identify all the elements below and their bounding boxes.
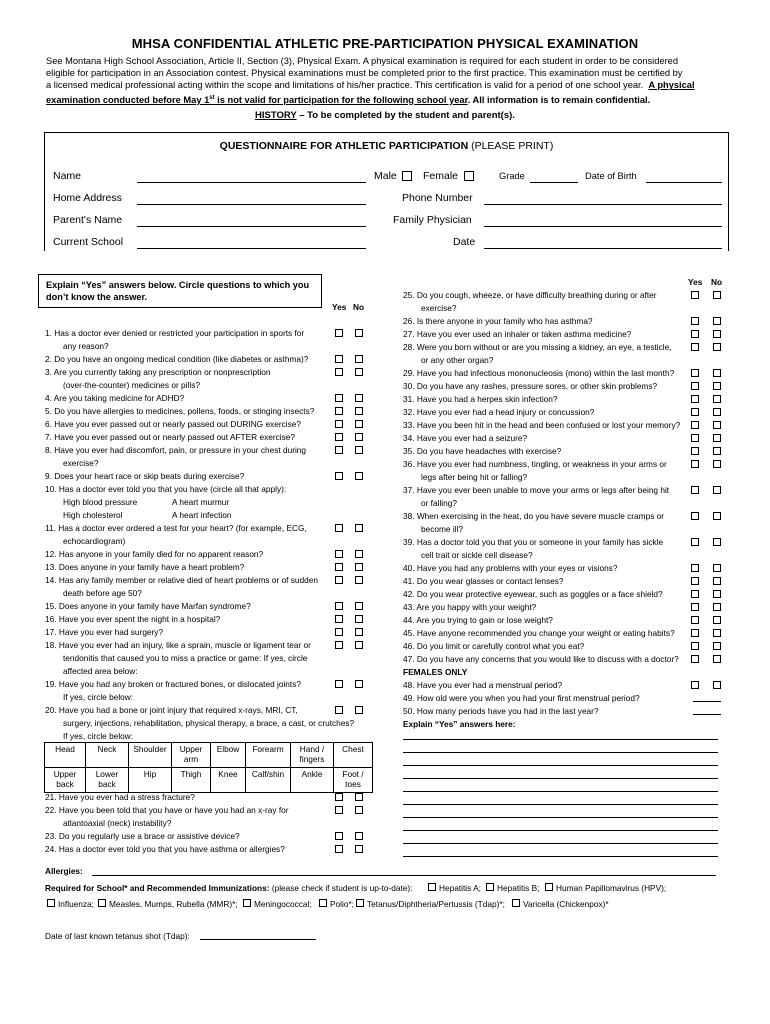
left-q11-yes-checkbox[interactable] — [335, 472, 343, 480]
intro-bold-2a: examination conducted before May 1 — [46, 94, 210, 105]
right-q25-yes-checkbox[interactable] — [691, 616, 699, 624]
intro-sup: st — [209, 94, 215, 101]
grade-label: Grade — [499, 171, 525, 181]
intro-bold-1: A physical — [648, 80, 695, 91]
history-label: HISTORY — [255, 110, 297, 121]
right-q2-no-checkbox[interactable] — [713, 317, 721, 325]
intro-line-3: a licensed medical professional acting within the scope and limitations of his/her practice. This certification is valid for a period of one school year. — [46, 80, 644, 91]
phone-field[interactable] — [484, 204, 722, 205]
body-cell[interactable]: Thigh — [172, 768, 211, 793]
right-q10-no-checkbox[interactable] — [713, 421, 721, 429]
right-q2-yes-checkbox[interactable] — [691, 317, 699, 325]
left-no-header: No — [353, 302, 365, 312]
left2-q0-yes-checkbox[interactable] — [335, 793, 343, 801]
intro-paragraph — [46, 55, 728, 106]
right-q10-yes-checkbox[interactable] — [691, 421, 699, 429]
explain-line[interactable] — [403, 765, 718, 766]
question-text: surgery, injections, rehabilitation, physical therapy, a brace, a cast, or crutches? — [63, 718, 355, 728]
question-text: 48. Have you ever had a menstrual period? — [403, 680, 563, 690]
body-cell[interactable]: Hand / fingers — [291, 743, 334, 768]
left-q11-no-checkbox[interactable] — [355, 472, 363, 480]
tdap-label: Tetanus/Diphtheria/Pertussis (Tdap)*; — [367, 899, 505, 909]
question-text: 28. Were you born without or are you missing a kidney, an eye, a testicle, — [403, 342, 672, 352]
question-text: legs after being hit or falling? — [421, 472, 528, 482]
explain-line[interactable] — [403, 791, 718, 792]
varicella-label: Varicella (Chickenpox)* — [523, 899, 609, 909]
female-checkbox[interactable] — [464, 171, 474, 181]
grade-field[interactable] — [530, 182, 578, 183]
question-text: 14. Has any family member or relative died of heart problems or of sudden — [45, 575, 319, 585]
question-text: any reason? — [63, 341, 109, 351]
left2-q3-no-checkbox[interactable] — [355, 832, 363, 840]
left2-q1-yes-checkbox[interactable] — [335, 806, 343, 814]
left-q23-no-checkbox[interactable] — [355, 628, 363, 636]
body-area-table — [44, 742, 373, 793]
question-text: 16. Have you ever spent the night in a hospital? — [45, 614, 221, 624]
right-q3-no-checkbox[interactable] — [713, 330, 721, 338]
question-text: If yes, circle below: — [63, 731, 134, 741]
hep-b-label: Hepatitis B; — [497, 883, 540, 893]
question-text: 46. Do you limit or carefully control what you eat? — [403, 641, 585, 651]
right-q17-no-checkbox[interactable] — [713, 512, 721, 520]
history-rest: – To be completed by the student and parent(s). — [296, 110, 515, 121]
right-q21-yes-checkbox[interactable] — [691, 564, 699, 572]
question-text: echocardiogram) — [63, 536, 126, 546]
right-q21-no-checkbox[interactable] — [713, 564, 721, 572]
question-text: tendonitis that caused you to miss a practice or game: If yes, circle — [63, 653, 308, 663]
immun-note: (please check if student is up-to-date): — [269, 883, 413, 893]
q10-option: A heart murmur — [172, 497, 230, 507]
q10-option: A heart infection — [172, 510, 232, 520]
meningococcal-checkbox[interactable] — [243, 899, 251, 907]
left-q5-no-checkbox[interactable] — [355, 394, 363, 402]
right-q23-yes-checkbox[interactable] — [691, 590, 699, 598]
right-q13-yes-checkbox[interactable] — [691, 460, 699, 468]
left-q24-yes-checkbox[interactable] — [335, 641, 343, 649]
meningococcal-label: Meningococcal; — [254, 899, 312, 909]
left-q9-no-checkbox[interactable] — [355, 446, 363, 454]
mmr-label: Measles, Mumps, Rubella (MMR)*; — [109, 899, 238, 909]
section-heading: Explain “Yes” answers here: — [403, 719, 516, 729]
left-q9-yes-checkbox[interactable] — [335, 446, 343, 454]
hep-a-label: Hepatitis A; — [439, 883, 481, 893]
right-q9-no-checkbox[interactable] — [713, 408, 721, 416]
right-q25-no-checkbox[interactable] — [713, 616, 721, 624]
right-q8-yes-checkbox[interactable] — [691, 395, 699, 403]
question-text: 13. Does anyone in your family have a heart problem? — [45, 562, 245, 572]
explain-line[interactable] — [403, 739, 718, 740]
question-text: 21. Have you ever had a stress fracture? — [45, 792, 195, 802]
left-q24-no-checkbox[interactable] — [355, 641, 363, 649]
left-q7-yes-checkbox[interactable] — [335, 420, 343, 428]
left-q19-yes-checkbox[interactable] — [335, 576, 343, 584]
question-text: become ill? — [421, 524, 463, 534]
explain-line[interactable] — [403, 778, 718, 779]
immun-label: Required for School* and Recommended Immunizations: — [45, 883, 270, 893]
right-q26-no-checkbox[interactable] — [713, 629, 721, 637]
left-q6-no-checkbox[interactable] — [355, 407, 363, 415]
tetanus-date-field[interactable] — [200, 939, 316, 940]
right-q26-yes-checkbox[interactable] — [691, 629, 699, 637]
questionnaire-title — [45, 140, 728, 152]
body-cell[interactable]: Upper back — [45, 768, 86, 793]
left-q21-no-checkbox[interactable] — [355, 602, 363, 610]
question-text: death before age 50? — [63, 588, 142, 598]
right-q23-no-checkbox[interactable] — [713, 590, 721, 598]
body-cell[interactable]: Knee — [211, 768, 246, 793]
right-q12-no-checkbox[interactable] — [713, 447, 721, 455]
question-text: 34. Have you ever had a seizure? — [403, 433, 528, 443]
question-text: 38. When exercising in the heat, do you have severe muscle cramps or — [403, 511, 665, 521]
varicella-checkbox[interactable] — [512, 899, 520, 907]
left-q17-no-checkbox[interactable] — [355, 550, 363, 558]
questionnaire-box — [44, 132, 729, 251]
question-text: 37. Have you ever been unable to move your arms or legs after being hit — [403, 485, 670, 495]
question-text: 17. Have you ever had surgery? — [45, 627, 164, 637]
body-cell[interactable]: Ankle — [291, 768, 334, 793]
question-text: 12. Has anyone in your family died for no apparent reason? — [45, 549, 264, 559]
question-text: 19. Have you had any broken or fractured bones, or dislocated joints? — [45, 679, 301, 689]
right-q27-no-checkbox[interactable] — [713, 642, 721, 650]
question-text: 50. How many periods have you had in the last year? — [403, 706, 599, 716]
phone-label: Phone Number — [402, 192, 473, 204]
question-text: 2. Do you have an ongoing medical condition (like diabetes or asthma)? — [45, 354, 309, 364]
question-text: 27. Have you ever used an inhaler or taken asthma medicine? — [403, 329, 632, 339]
allergies-label: Allergies: — [45, 866, 83, 876]
question-text: 47. Do you have any concerns that you would like to discuss with a doctor? — [403, 654, 679, 664]
right-q9-yes-checkbox[interactable] — [691, 408, 699, 416]
question-text: atlantoaxial (neck) instability? — [63, 818, 172, 828]
right-q4-no-checkbox[interactable] — [713, 343, 721, 351]
body-cell[interactable]: Shoulder — [129, 743, 172, 768]
physician-label: Family Physician — [393, 214, 472, 226]
explain-instructions-box: Explain “Yes” answers below. Circle questions to which you don’t know the answer. — [38, 274, 322, 308]
left-q22-yes-checkbox[interactable] — [335, 615, 343, 623]
question-text: 15. Does anyone in your family have Marfan syndrome? — [45, 601, 251, 611]
explain-line[interactable] — [403, 804, 718, 805]
question-text: (over-the-counter) medicines or pills? — [63, 380, 200, 390]
left-q2-yes-checkbox[interactable] — [335, 355, 343, 363]
hpv-label: Human Papillomavirus (HPV); — [556, 883, 667, 893]
question-text: 39. Has a doctor told you that you or someone in your family has sickle — [403, 537, 664, 547]
right-q24-no-checkbox[interactable] — [713, 603, 721, 611]
question-text: 3. Are you currently taking any prescription or nonprescription — [45, 367, 271, 377]
body-cell[interactable]: Hip — [129, 768, 172, 793]
hpv-checkbox[interactable] — [545, 883, 553, 891]
body-cell[interactable]: Chest — [334, 743, 373, 768]
dob-field[interactable] — [646, 182, 722, 183]
question-text: 1. Has a doctor ever denied or restricted your participation in sports for — [45, 328, 305, 338]
left-q18-yes-checkbox[interactable] — [335, 563, 343, 571]
page-title: MHSA CONFIDENTIAL ATHLETIC PRE-PARTICIPATION PHYSICAL EXAMINATION — [131, 36, 639, 51]
intro-bold-2c: . All information is to remain confidential. — [467, 94, 651, 105]
left-q5-yes-checkbox[interactable] — [335, 394, 343, 402]
question-text: 30. Do you have any rashes, pressure sores, or other skin problems? — [403, 381, 658, 391]
left-q29-no-checkbox[interactable] — [355, 706, 363, 714]
left-q19-no-checkbox[interactable] — [355, 576, 363, 584]
left-q7-no-checkbox[interactable] — [355, 420, 363, 428]
left-q15-no-checkbox[interactable] — [355, 524, 363, 532]
question-text: affected area below: — [63, 666, 138, 676]
left2-q0-no-checkbox[interactable] — [355, 793, 363, 801]
question-text: 10. Has a doctor ever told you that you have (circle all that apply): — [45, 484, 287, 494]
question-text: 25. Do you cough, wheeze, or have difficulty breathing during or after — [403, 290, 657, 300]
body-cell[interactable]: Forearm — [246, 743, 291, 768]
home-address-field[interactable] — [137, 204, 366, 205]
question-text: 45. Have anyone recommended you change your weight or eating habits? — [403, 628, 675, 638]
right-q24-yes-checkbox[interactable] — [691, 603, 699, 611]
left-q27-yes-checkbox[interactable] — [335, 680, 343, 688]
dob-label: Date of Birth — [585, 171, 637, 181]
left-yes-header: Yes — [332, 302, 347, 312]
left-q2-no-checkbox[interactable] — [355, 355, 363, 363]
right-q11-yes-checkbox[interactable] — [691, 434, 699, 442]
body-cell[interactable]: Head — [45, 743, 86, 768]
left-q8-no-checkbox[interactable] — [355, 433, 363, 441]
question-text: 32. Have you ever had a head injury or concussion? — [403, 407, 595, 417]
right-q11-no-checkbox[interactable] — [713, 434, 721, 442]
right-q19-no-checkbox[interactable] — [713, 538, 721, 546]
question-text: 35. Do you have headaches with exercise? — [403, 446, 562, 456]
body-cell[interactable]: Upper arm — [172, 743, 211, 768]
left-q0-no-checkbox[interactable] — [355, 329, 363, 337]
question-text: 40. Have you had any problems with your eyes or visions? — [403, 563, 618, 573]
question-text: 43. Are you happy with your weight? — [403, 602, 537, 612]
right-q15-no-checkbox[interactable] — [713, 486, 721, 494]
question-text: 4. Are you taking medicine for ADHD? — [45, 393, 185, 403]
left-q3-no-checkbox[interactable] — [355, 368, 363, 376]
right-no-header: No — [711, 277, 723, 287]
question-text: exercise? — [63, 458, 99, 468]
question-text: 26. Is there anyone in your family who has asthma? — [403, 316, 593, 326]
immunizations-line-1 — [45, 883, 412, 893]
school-field[interactable] — [137, 248, 366, 249]
right-q28-yes-checkbox[interactable] — [691, 655, 699, 663]
right-q15-yes-checkbox[interactable] — [691, 486, 699, 494]
explain-line[interactable] — [403, 843, 718, 844]
left-q29-yes-checkbox[interactable] — [335, 706, 343, 714]
body-cell[interactable]: Elbow — [211, 743, 246, 768]
polio-checkbox[interactable] — [319, 899, 327, 907]
mmr-checkbox[interactable] — [98, 899, 106, 907]
influenza-checkbox[interactable] — [47, 899, 55, 907]
question-text: 8. Have you ever had discomfort, pain, or pressure in your chest during — [45, 445, 307, 455]
polio-label: Polio*; — [330, 899, 354, 909]
questionnaire-title-rest: (PLEASE PRINT) — [468, 140, 554, 152]
question-text: 5. Do you have allergies to medicines, pollens, foods, or stinging insects? — [45, 406, 315, 416]
left-q21-yes-checkbox[interactable] — [335, 602, 343, 610]
question-text: exercise? — [421, 303, 457, 313]
explain-line[interactable] — [403, 856, 718, 857]
question-text: 29. Have you had infectious mononucleosis (mono) within the last month? — [403, 368, 675, 378]
left2-q1-no-checkbox[interactable] — [355, 806, 363, 814]
question-text: 44. Are you trying to gain or lose weight? — [403, 615, 553, 625]
right-q28-no-checkbox[interactable] — [713, 655, 721, 663]
name-label: Name — [53, 170, 82, 182]
question-text: 20. Have you had a bone or joint injury that required x-rays, MRI, CT, — [45, 705, 298, 715]
date-field[interactable] — [484, 248, 722, 249]
question-text: 42. Do you wear protective eyewear, such as goggles or a face shield? — [403, 589, 663, 599]
question-text: 41. Do you wear glasses or contact lenses? — [403, 576, 564, 586]
left2-q4-no-checkbox[interactable] — [355, 845, 363, 853]
body-cell[interactable]: Lower back — [86, 768, 129, 793]
intro-line-2: eligible for participation in an Association contest. Physical examinations must be completed prior to the first practice. This examination must be certified by — [46, 68, 683, 79]
left-q6-yes-checkbox[interactable] — [335, 407, 343, 415]
right-q22-no-checkbox[interactable] — [713, 577, 721, 585]
right-yes-header: Yes — [688, 277, 703, 287]
question-text: 9. Does your heart race or skip beats during exercise? — [45, 471, 245, 481]
right-q30-yes-checkbox[interactable] — [691, 681, 699, 689]
left-q17-yes-checkbox[interactable] — [335, 550, 343, 558]
question-text: 23. Do you regularly use a brace or assistive device? — [45, 831, 240, 841]
section-heading: FEMALES ONLY — [403, 667, 468, 677]
right-q22-yes-checkbox[interactable] — [691, 577, 699, 585]
question-text: 36. Have you ever had numbness, tingling, or weakness in your arms or — [403, 459, 667, 469]
right-q0-yes-checkbox[interactable] — [691, 291, 699, 299]
right-q13-no-checkbox[interactable] — [713, 460, 721, 468]
body-cell[interactable]: Calf/shin — [246, 768, 291, 793]
left2-q3-yes-checkbox[interactable] — [335, 832, 343, 840]
question-text: High cholesterol — [63, 510, 123, 520]
right-q4-yes-checkbox[interactable] — [691, 343, 699, 351]
question-text: If yes, circle below: — [63, 692, 134, 702]
body-cell[interactable]: Neck — [86, 743, 129, 768]
right-q17-yes-checkbox[interactable] — [691, 512, 699, 520]
hep-a-checkbox[interactable] — [428, 883, 436, 891]
left-q23-yes-checkbox[interactable] — [335, 628, 343, 636]
right-q7-yes-checkbox[interactable] — [691, 382, 699, 390]
left-q0-yes-checkbox[interactable] — [335, 329, 343, 337]
tdap-checkbox[interactable] — [356, 899, 364, 907]
right-q7-no-checkbox[interactable] — [713, 382, 721, 390]
question-text: High blood pressure — [63, 497, 138, 507]
female-label: Female — [423, 170, 459, 182]
body-cell[interactable]: Foot / toes — [334, 768, 373, 793]
explain-line[interactable] — [403, 830, 718, 831]
question-text: 11. Has a doctor ever ordered a test for your heart? (for example, ECG, — [45, 523, 307, 533]
influenza-label: Influenza; — [58, 899, 94, 909]
left-q27-no-checkbox[interactable] — [355, 680, 363, 688]
right-q30-no-checkbox[interactable] — [713, 681, 721, 689]
right-q12-yes-checkbox[interactable] — [691, 447, 699, 455]
questionnaire-title-bold: QUESTIONNAIRE FOR ATHLETIC PARTICIPATION — [219, 140, 469, 152]
history-heading — [0, 110, 770, 121]
date-label: Date — [453, 236, 476, 248]
right-q3-yes-checkbox[interactable] — [691, 330, 699, 338]
left-q18-no-checkbox[interactable] — [355, 563, 363, 571]
male-label: Male — [374, 170, 397, 182]
question-text: or any other organ? — [421, 355, 494, 365]
question-text: 6. Have you ever passed out or nearly passed out DURING exercise? — [45, 419, 301, 429]
left-q22-no-checkbox[interactable] — [355, 615, 363, 623]
intro-bold-2b: is not valid for participation for the following school year — [214, 94, 468, 105]
right-q8-no-checkbox[interactable] — [713, 395, 721, 403]
question-text: or falling? — [421, 498, 457, 508]
question-text: 18. Have you ever had an injury, like a sprain, muscle or ligament tear or — [45, 640, 311, 650]
left-q8-yes-checkbox[interactable] — [335, 433, 343, 441]
hep-b-checkbox[interactable] — [486, 883, 494, 891]
school-label: Current School — [53, 236, 124, 248]
intro-line-1: See Montana High School Association, Article II, Section (3), Physical Exam. A physical examination is required for each student in order to be considered — [46, 56, 679, 66]
tetanus-label: Date of last known tetanus shot (Tdap): — [45, 931, 190, 941]
right-q27-yes-checkbox[interactable] — [691, 642, 699, 650]
right-q6-yes-checkbox[interactable] — [691, 369, 699, 377]
question-text: 33. Have you been hit in the head and been confused or lost your memory? — [403, 420, 681, 430]
parent-name-label: Parent's Name — [53, 214, 123, 226]
right-q6-no-checkbox[interactable] — [713, 369, 721, 377]
question-text: 31. Have you had a herpes skin infection? — [403, 394, 558, 404]
question-text: cell trait or sickle cell disease? — [421, 550, 533, 560]
q49-answer-field[interactable] — [693, 701, 721, 702]
question-text: 24. Has a doctor ever told you that you have asthma or allergies? — [45, 844, 285, 854]
question-text: 22. Have you been told that you have or have you had an x-ray for — [45, 805, 289, 815]
parent-name-field[interactable] — [137, 226, 366, 227]
left-q15-yes-checkbox[interactable] — [335, 524, 343, 532]
question-text: 49. How old were you when you had your first menstrual period? — [403, 693, 640, 703]
question-text: 7. Have you ever passed out or nearly passed out AFTER exercise? — [45, 432, 295, 442]
right-q0-no-checkbox[interactable] — [713, 291, 721, 299]
name-field[interactable] — [137, 182, 366, 183]
allergies-field[interactable] — [92, 875, 716, 876]
physician-field[interactable] — [484, 226, 722, 227]
q50-answer-field[interactable] — [693, 714, 721, 715]
explain-line[interactable] — [403, 817, 718, 818]
right-q19-yes-checkbox[interactable] — [691, 538, 699, 546]
left-q3-yes-checkbox[interactable] — [335, 368, 343, 376]
left2-q4-yes-checkbox[interactable] — [335, 845, 343, 853]
male-checkbox[interactable] — [402, 171, 412, 181]
home-address-label: Home Address — [53, 192, 122, 204]
explain-line[interactable] — [403, 752, 718, 753]
